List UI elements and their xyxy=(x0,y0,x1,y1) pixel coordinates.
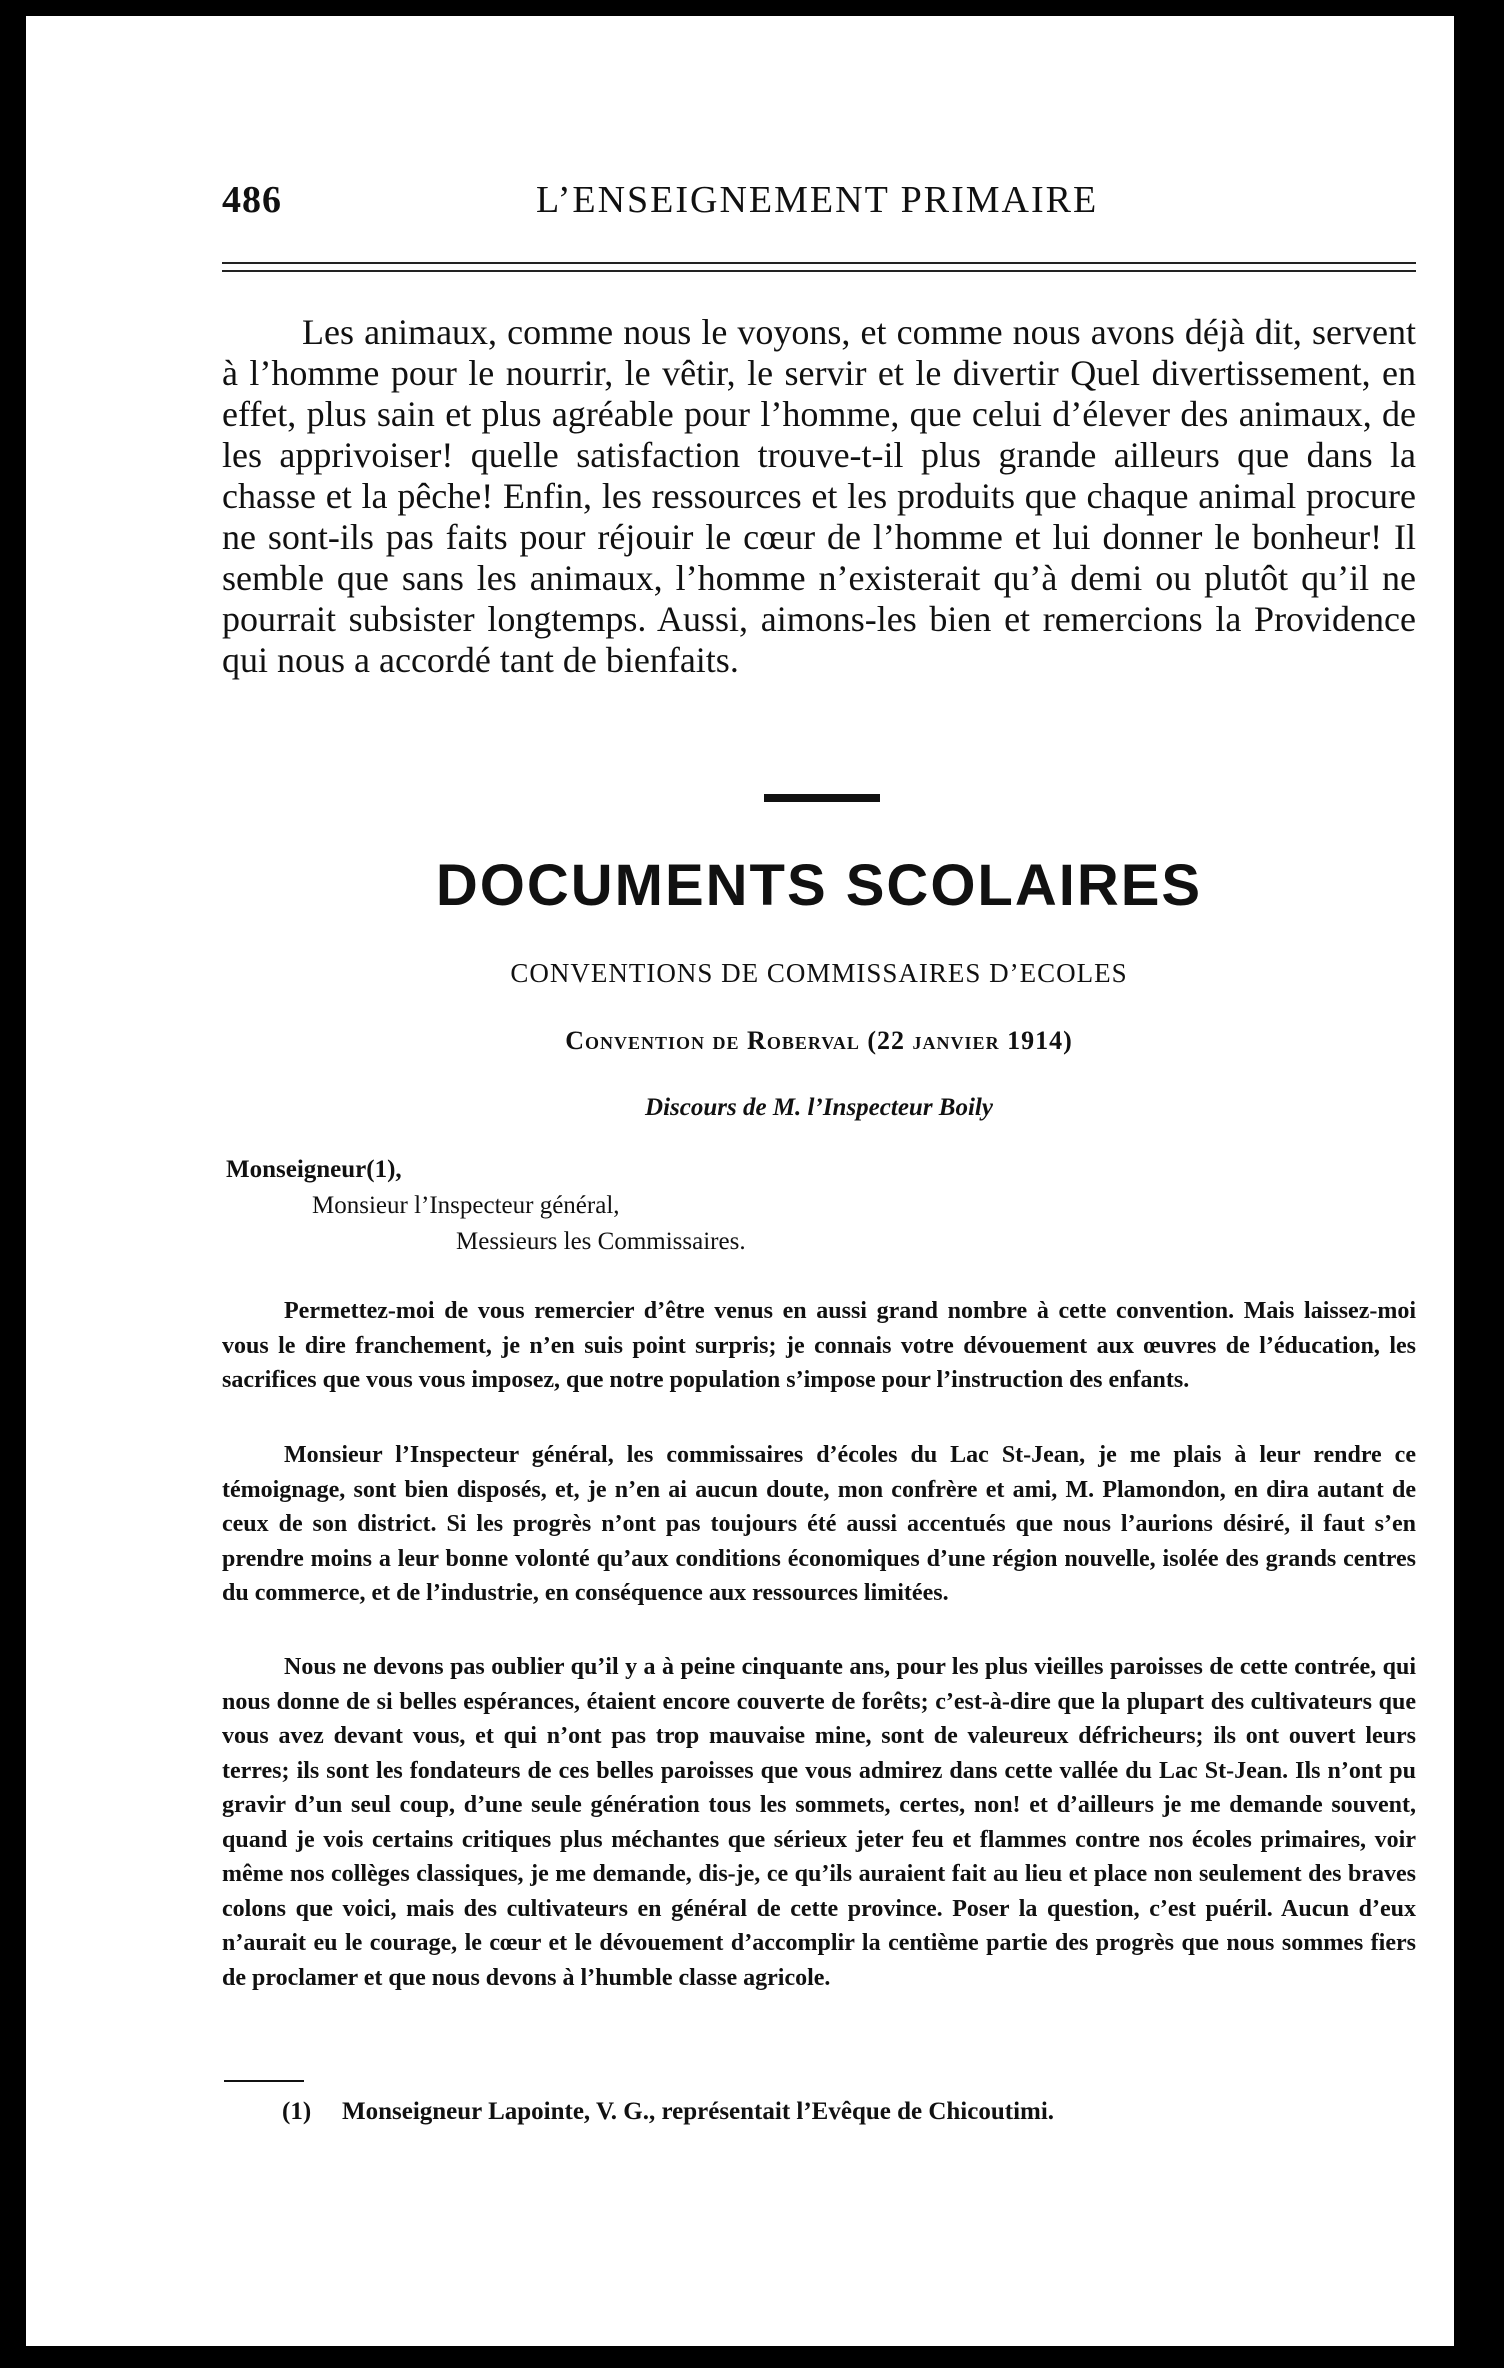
running-title: L’ENSEIGNEMENT PRIMAIRE xyxy=(536,179,1099,221)
footnote-marker: (1) xyxy=(282,2098,312,2125)
scan-border-right xyxy=(1454,0,1504,2368)
header-rule xyxy=(222,262,1416,272)
running-head xyxy=(222,178,1416,232)
speech-paragraph-3: Nous ne devons pas oublier qu’il y a à peine cinquante ans, pour les plus vieilles paroisses de cette contrée, qui nous donne de si belles espérances, étaient encore couverte de forêts; c’est-à-dire que la plupart des cultivateurs que vous avez devant vous, et qui n’ont pas trop mauvaise mine, sont de valeureux défricheurs; ils ont ouvert leurs terres; ils sont les fondateurs de ces belles paroisses que vous admirez dans cette vallée du Lac St-Jean. Ils n’ont pu gravir d’un seul coup, d’une seule génération tous les sommets, certes, non! et d’ailleurs je me demande souvent, quand je vois certains critiques plus méchantes que sérieux jeter feu et flammes contre nos écoles primaires, voir même nos collèges classiques, je me demande, dis-je, ce qu’ils auraient fait au lieu et place non seulement des braves colons que voici, mais des cultivateurs en général de cette province. Poser la question, c’est puéril. Aucun d’eux n’aurait eu le courage, le cœur et le dévouement d’accomplir la centième partie des progrès que nous sommes fiers de proclamer et que nous devons à l’humble classe agricole. xyxy=(222,1654,1416,1991)
section-subtitle: CONVENTIONS DE COMMISSAIRES D’ECOLES xyxy=(510,958,1128,988)
speech-paragraph-2: Monsieur l’Inspecteur général, les commissaires d’écoles du Lac St-Jean, je me plais à leur rendre ce témoignage, sont bien disposés, et, je n’en ai aucun doute, mon confrère et ami, M. Plamondon, en dira autant de ceux de son district. Si les progrès n’ont pas toujours été aussi accentués que nous l’aurions désiré, il faut s’en prendre moins a leur bonne volonté qu’aux conditions économiques d’une région nouvelle, isolée des grands centres du commerce, et de l’industrie, en conséquence aux ressources limitées. xyxy=(222,1442,1416,1606)
section-separator xyxy=(764,794,880,802)
book-page xyxy=(222,0,1416,2368)
footnote-text: Monseigneur Lapointe, V. G., représentait l’Evêque de Chicoutimi. xyxy=(342,2098,1055,2125)
salutation-line-2: Monsieur l’Inspecteur général, xyxy=(312,1192,620,1219)
speech-paragraph-1: Permettez-moi de vous remercier d’être venus en aussi grand nombre à cette convention. Mais laissez-moi vous le dire franchement, je n’en suis point surpris; je connais votre dévouement aux œuvres de l’éducation, les sacrifices que vous vous imposez, que notre population s’impose pour l’instruction des enfants. xyxy=(222,1298,1416,1393)
salutation-line-1: Monseigneur(1), xyxy=(226,1156,402,1183)
intro-paragraph: Les animaux, comme nous le voyons, et comme nous avons déjà dit, servent à l’homme pour le nourrir, le vêtir, le servir et le divertir Quel divertissement, en effet, plus sain et plus agréable pour l’homme, que celui d’élever des animaux, de les apprivoiser! quelle satisfaction trouve-t-il plus grande ailleurs que dans la chasse et la pêche! Enfin, les ressources et les produits que chaque animal procure ne sont-ils pas faits pour réjouir le cœur de l’homme et lui donner le bonheur! Il semble que sans les animaux, l’homme n’existerait qu’à demi ou plutôt qu’il ne pourrait subsister longtemps. Aussi, aimons-les bien et remercions la Providence qui nous a accordé tant de bienfaits. xyxy=(222,312,1416,680)
salutation-line-3: Messieurs les Commissaires. xyxy=(456,1228,746,1255)
scan-border-left xyxy=(0,0,26,2368)
section-title: DOCUMENTS SCOLAIRES xyxy=(435,853,1203,918)
footnote xyxy=(282,2098,1382,2126)
page-number: 486 xyxy=(222,179,282,221)
convention-heading: Convention de Roberval (22 janvier 1914) xyxy=(565,1026,1073,1055)
footnote-rule xyxy=(224,2080,304,2082)
speech-heading: Discours de M. l’Inspecteur Boily xyxy=(645,1094,993,1121)
